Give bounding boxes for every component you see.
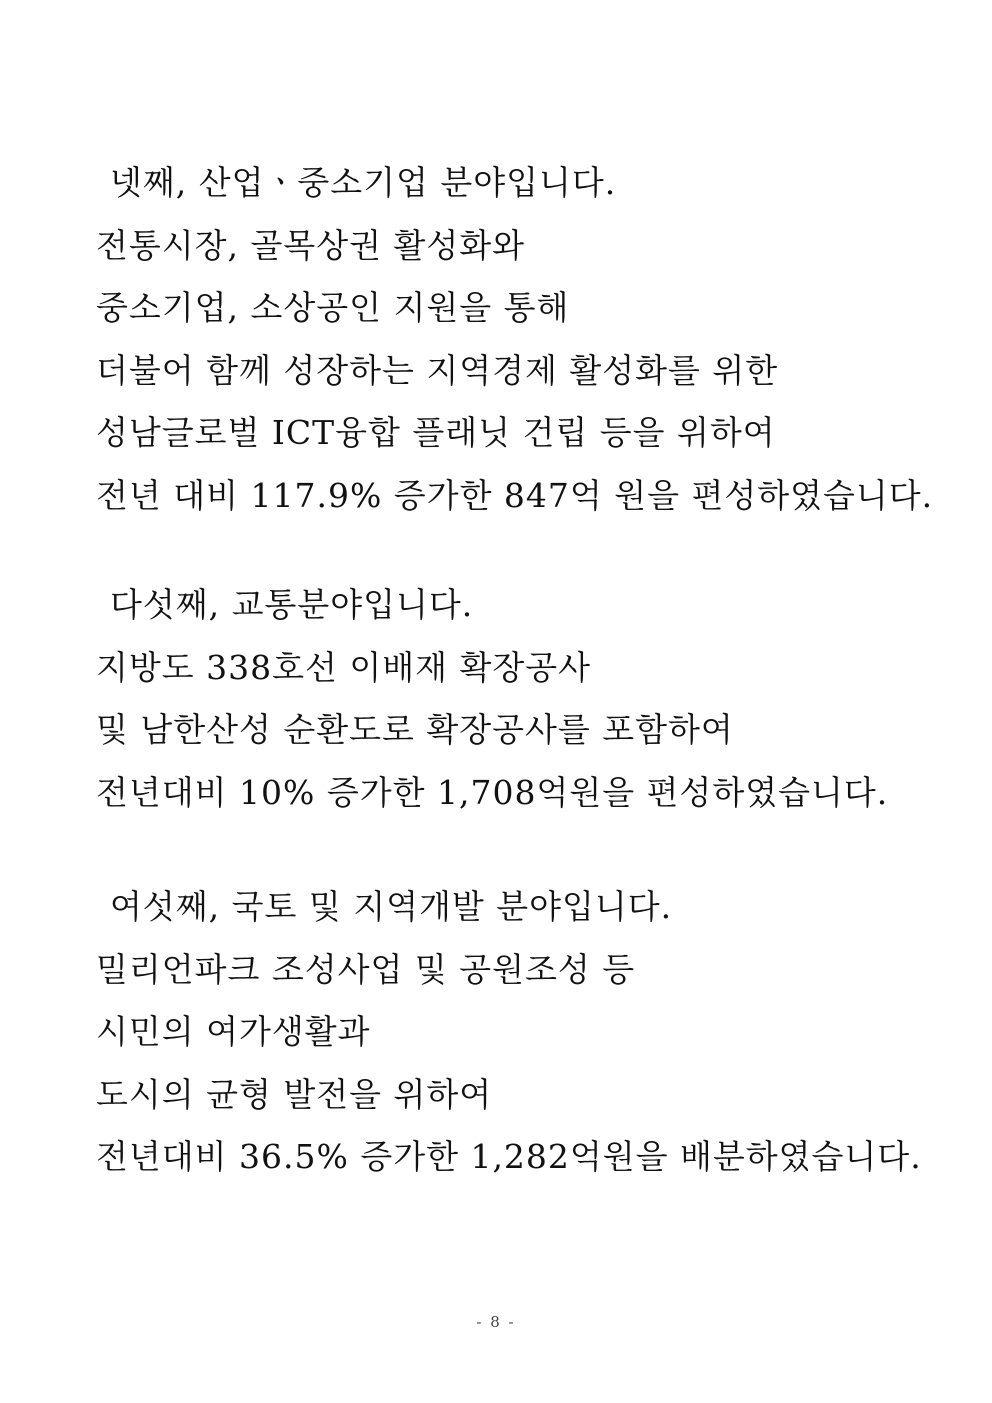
body-line: 전년대비 36.5% 증가한 1,282억원을 배분하였습니다. <box>96 1137 922 1176</box>
body-line: 및 남한산성 순환도로 확장공사를 포함하여 <box>96 710 734 749</box>
page-number: - 8 - <box>476 1313 516 1331</box>
body-line: 더불어 함께 성장하는 지역경제 활성화를 위한 <box>96 350 779 390</box>
section-heading: 넷째, 산업ㆍ중소기업 분야입니다. <box>110 163 617 202</box>
body-line: 밀리언파크 조성사업 및 공원조성 등 <box>96 949 636 989</box>
body-line: 전통시장, 골목상권 활성화와 <box>96 225 526 265</box>
body-line: 중소기업, 소상공인 지원을 통해 <box>96 288 570 327</box>
section-heading: 다섯째, 교통분야입니다. <box>110 585 474 624</box>
section-heading: 여섯째, 국토 및 지역개발 분야입니다. <box>110 887 673 926</box>
body-line: 시민의 여가생활과 <box>96 1012 371 1051</box>
body-line: 성남글로벌 ICT융합 플래닛 건립 등을 위하여 <box>96 413 776 452</box>
body-line: 지방도 338호선 이배재 확장공사 <box>96 647 591 687</box>
section-transport <box>96 574 956 824</box>
body-line: 전년대비 10% 증가한 1,708억원을 편성하였습니다. <box>96 772 889 812</box>
body-line: 도시의 균형 발전을 위하여 <box>96 1074 493 1114</box>
section-industry-sme <box>96 152 956 527</box>
body-line: 전년 대비 117.9% 증가한 847억 원을 편성하였습니다. <box>96 475 934 515</box>
section-land-regional-development <box>96 876 956 1189</box>
